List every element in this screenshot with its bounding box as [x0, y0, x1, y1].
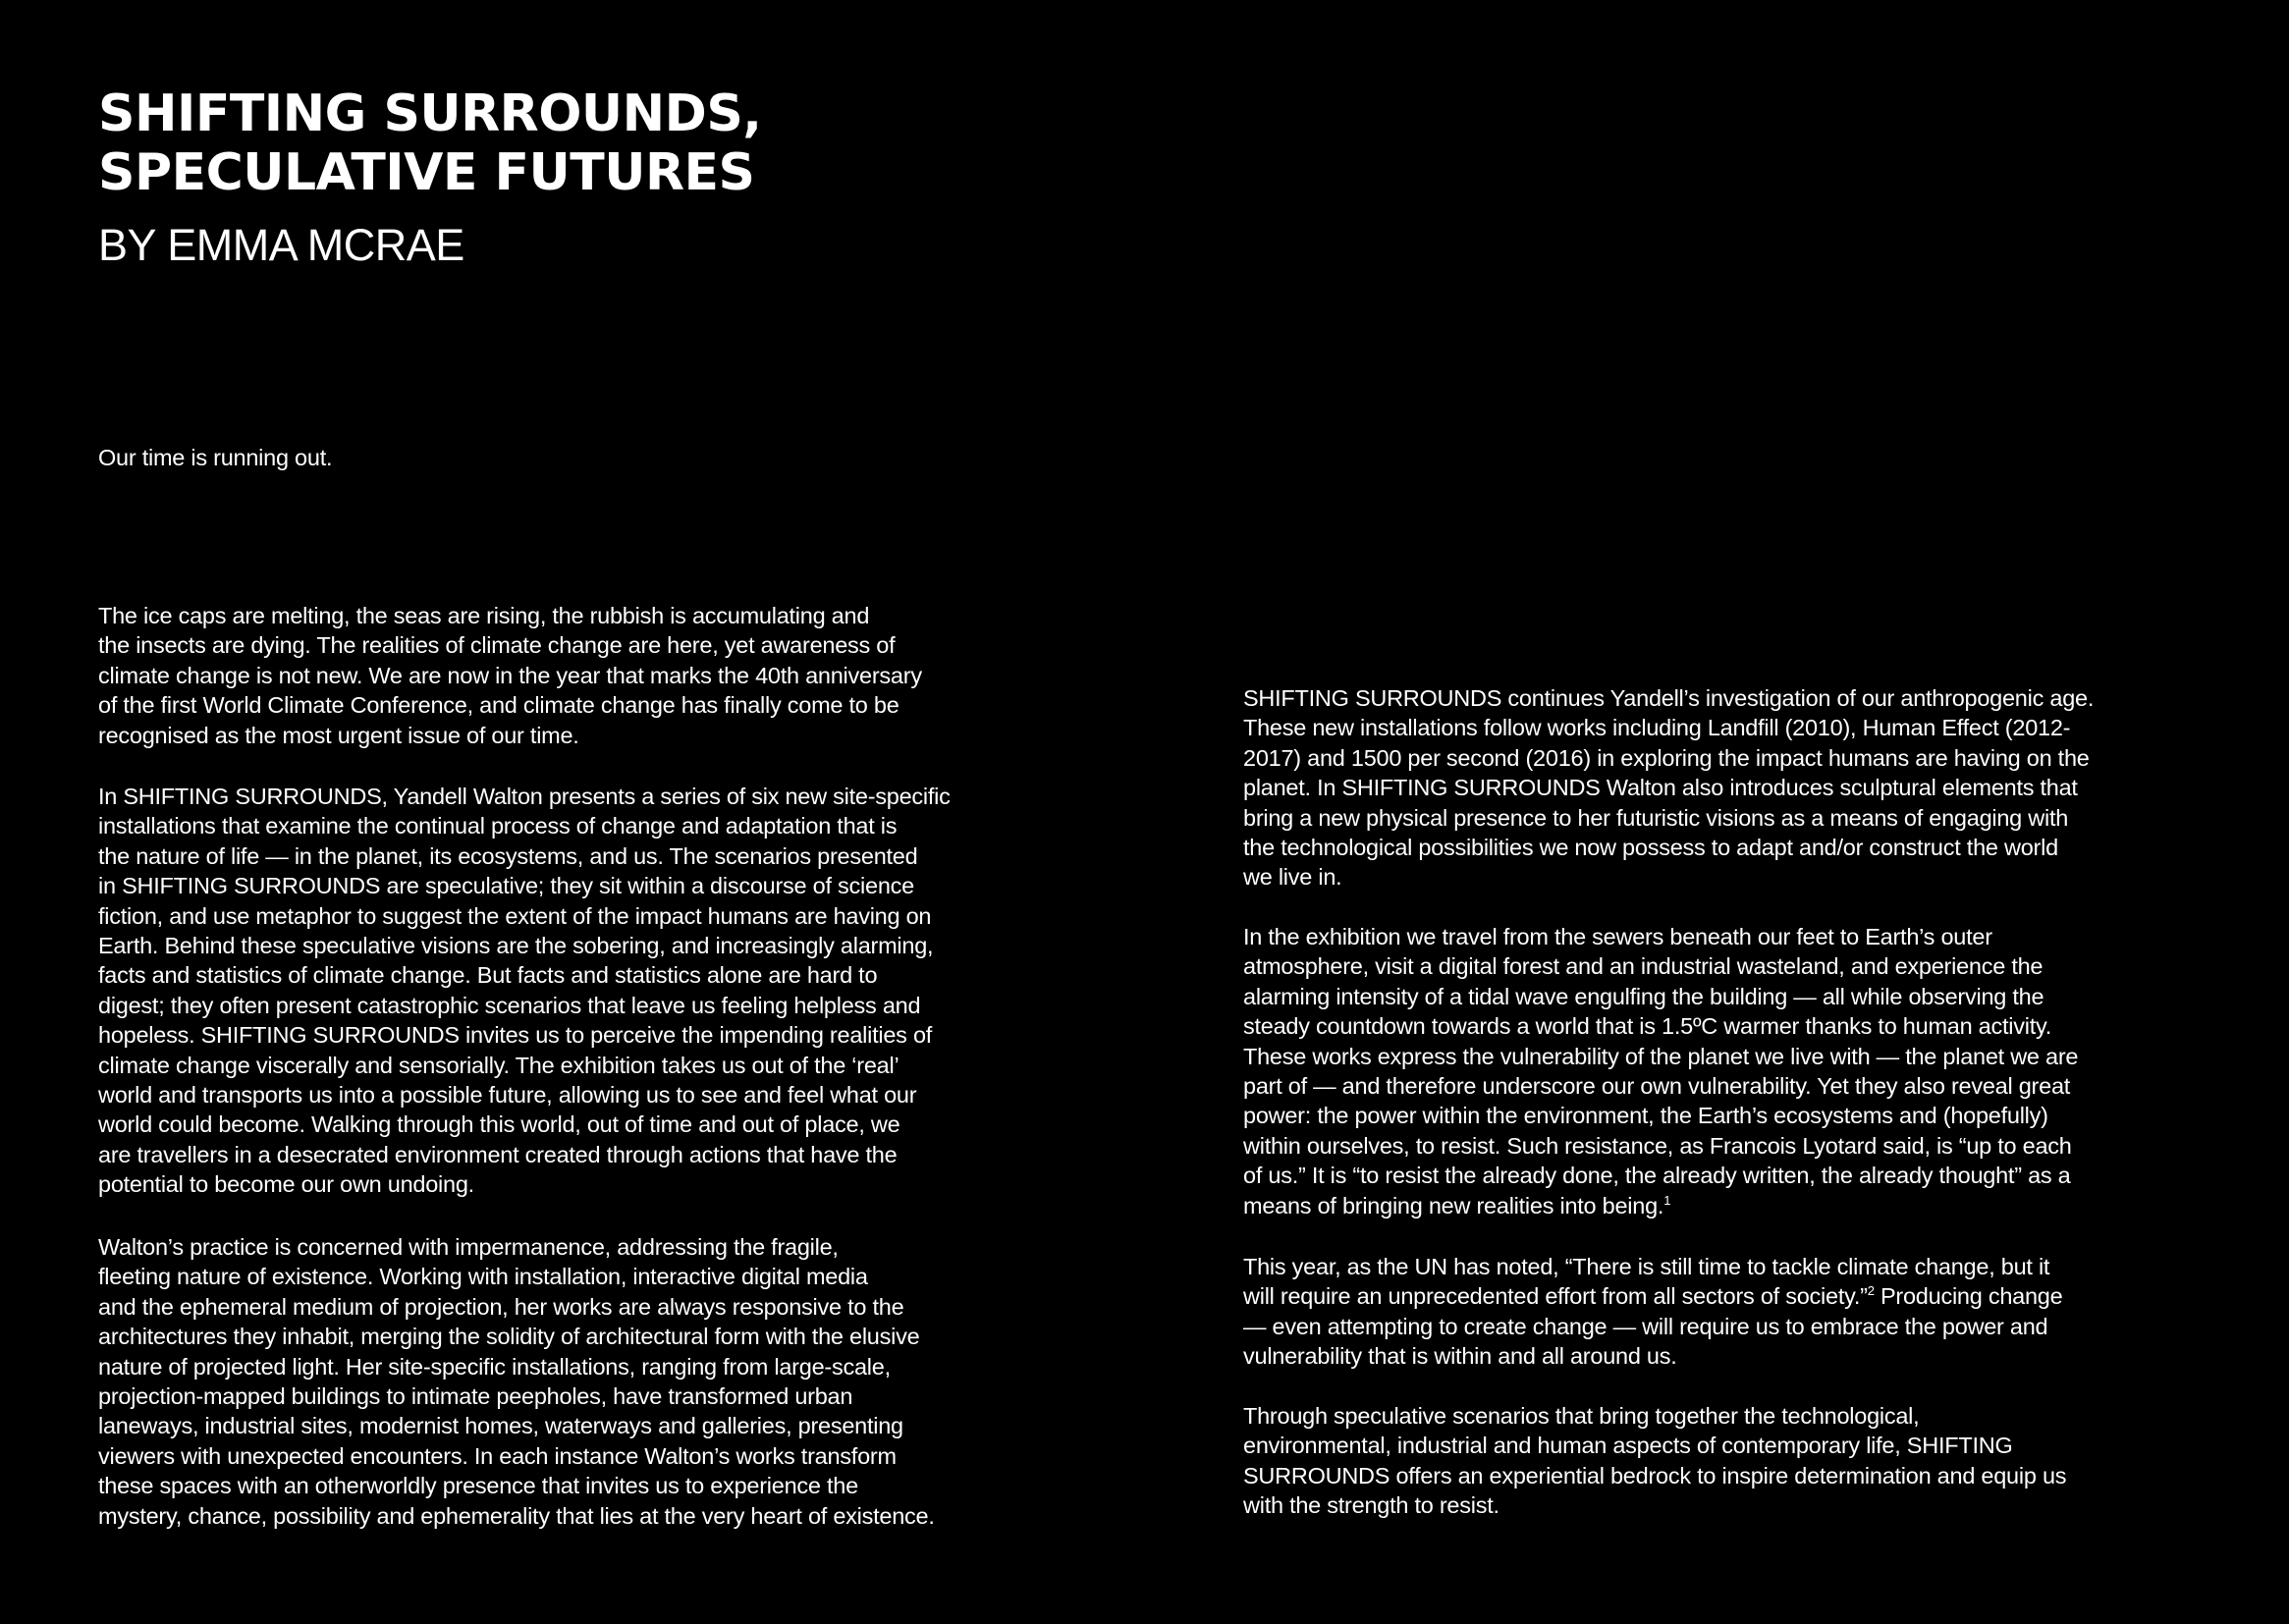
text-line: steady countdown towards a world that is 1.5ºC warmer thanks to human activity. — [1243, 1013, 2052, 1040]
text-line: These new installations follow works including Landfill (2010), Human Effect (2012- — [1243, 715, 2071, 741]
text-line: SURROUNDS offers an experiential bedrock to inspire determination and equip us — [1243, 1462, 2067, 1489]
text-line: atmosphere, visit a digital forest and an industrial wasteland, and experience the — [1243, 953, 2044, 980]
text-line: part of — and therefore underscore our own vulnerability. Yet they also reveal great — [1243, 1073, 2071, 1100]
text-line: of us.” It is “to resist the already done, the already written, the already thought” as a — [1243, 1163, 2071, 1189]
text-line: bring a new physical presence to her futuristic visions as a means of engaging with — [1243, 804, 2069, 831]
text-line: environmental, industrial and human aspects of contemporary life, SHIFTING — [1243, 1433, 2013, 1459]
text-line: vulnerability that is within and all around us. — [1243, 1343, 1677, 1370]
text-line: SHIFTING SURROUNDS continues Yandell’s investigation of our anthropogenic age. — [1243, 685, 2095, 711]
text-line: viewers with unexpected encounters. In each instance Walton’s works transform — [98, 1442, 897, 1469]
text-line: planet. In SHIFTING SURROUNDS Walton also introduces sculptural elements that — [1243, 775, 2078, 801]
text-line: are travellers in a desecrated environment created through actions that have the — [98, 1141, 898, 1167]
text-line: mystery, chance, possibility and ephemerality that lies at the very heart of existence. — [98, 1502, 935, 1529]
text-line: world and transports us into a possible future, allowing us to see and feel what our — [98, 1082, 917, 1109]
text-line: facts and statistics of climate change. But facts and statistics alone are hard to — [98, 962, 878, 989]
right-paragraph-3 — [1243, 1252, 2062, 1372]
right-paragraph-1 — [1243, 683, 2094, 893]
text-line: with the strength to resist. — [1243, 1492, 1499, 1519]
page-title — [98, 84, 762, 202]
text-line: — even attempting to create change — will require us to embrace the power and — [1243, 1313, 2048, 1339]
text-line: nature of projected light. Her site-specific installations, ranging from large-scale, — [98, 1353, 891, 1380]
right-paragraph-2-last-line — [1243, 1191, 2078, 1220]
right-paragraph-2-body — [1243, 922, 2078, 1191]
text-line: alarming intensity of a tidal wave engulfing the building — all while observing the — [1243, 983, 2044, 1009]
text-line: in SHIFTING SURROUNDS are speculative; they sit within a discourse of science — [98, 873, 914, 899]
left-paragraph-2 — [98, 782, 951, 1200]
text-line: of the first World Climate Conference, and climate change has finally come to be — [98, 692, 899, 719]
line-text: means of bringing new realities into being. — [1243, 1192, 1664, 1218]
byline: BY EMMA MCRAE — [98, 220, 464, 270]
text-line: climate change is not new. We are now in the year that marks the 40th anniversary — [98, 662, 922, 688]
text-line: potential to become our own undoing. — [98, 1171, 474, 1198]
text-line: Walton’s practice is concerned with impermanence, addressing the fragile, — [98, 1234, 839, 1260]
text-line: world could become. Walking through this world, out of time and out of place, we — [98, 1111, 900, 1138]
intro-paragraph: Our time is running out. — [98, 445, 333, 470]
right-paragraph-3-line-2 — [1243, 1281, 2062, 1311]
text-line: The ice caps are melting, the seas are rising, the rubbish is accumulating and — [98, 603, 870, 628]
text-line: within ourselves, to resist. Such resistance, as Francois Lyotard said, is “up to each — [1243, 1132, 2072, 1159]
text-line: In the exhibition we travel from the sewers beneath our feet to Earth’s outer — [1243, 924, 1992, 949]
left-paragraph-1 — [98, 601, 922, 750]
text-line: these spaces with an otherworldly presence that invites us to experience the — [98, 1473, 858, 1499]
line-text: will require an unprecedented effort from all sectors of society.” — [1243, 1283, 1868, 1310]
footnote-ref-1: 1 — [1663, 1192, 1671, 1208]
text-line: Through speculative scenarios that bring together the technological, — [1243, 1403, 1920, 1429]
text-line: laneways, industrial sites, modernist homes, waterways and galleries, presenting — [98, 1413, 903, 1439]
right-paragraph-4 — [1243, 1401, 2066, 1521]
line-text: Producing change — [1874, 1283, 2063, 1310]
text-line: fiction, and use metaphor to suggest the extent of the impact humans are having on — [98, 902, 932, 929]
title-line-1: SHIFTING SURROUNDS, — [98, 84, 762, 143]
title-line-2: SPECULATIVE FUTURES — [98, 143, 755, 202]
text-line: projection-mapped buildings to intimate peepholes, have transformed urban — [98, 1383, 853, 1410]
text-line: hopeless. SHIFTING SURROUNDS invites us to perceive the impending realities of — [98, 1022, 933, 1049]
footnote-ref-2: 2 — [1867, 1283, 1875, 1299]
text-line: and the ephemeral medium of projection, her works are always responsive to the — [98, 1293, 904, 1320]
text-line: the nature of life — in the planet, its ecosystems, and us. The scenarios presented — [98, 842, 918, 869]
text-line: Earth. Behind these speculative visions are the sobering, and increasingly alarming, — [98, 933, 934, 959]
text-line: the technological possibilities we now possess to adapt and/or construct the world — [1243, 835, 2058, 861]
text-line: we live in. — [1243, 864, 1342, 891]
text-line: These works express the vulnerability of the planet we live with — the planet we are — [1243, 1043, 2079, 1069]
right-paragraph-2 — [1243, 922, 2078, 1220]
text-line: In SHIFTING SURROUNDS, Yandell Walton presents a series of six new site-specific — [98, 784, 951, 809]
text-line: digest; they often present catastrophic scenarios that leave us feeling helpless and — [98, 992, 921, 1018]
left-paragraph-3 — [98, 1232, 935, 1531]
right-paragraph-3-line-1: This year, as the UN has noted, “There is still time to tackle climate change, but it — [1243, 1254, 2050, 1279]
text-line: fleeting nature of existence. Working with installation, interactive digital media — [98, 1264, 868, 1290]
text-line: architectures they inhabit, merging the solidity of architectural form with the elusive — [98, 1324, 920, 1350]
text-line: climate change viscerally and sensorially. The exhibition takes us out of the ‘real’ — [98, 1052, 899, 1078]
text-line: 2017) and 1500 per second (2016) in exploring the impact humans are having on the — [1243, 744, 2090, 771]
text-line: power: the power within the environment, the Earth’s ecosystems and (hopefully) — [1243, 1103, 2048, 1129]
text-line: the insects are dying. The realities of climate change are here, yet awareness of — [98, 632, 896, 659]
right-paragraph-3-rest — [1243, 1312, 2062, 1372]
text-line: recognised as the most urgent issue of our time. — [98, 722, 579, 748]
text-line: installations that examine the continual process of change and adaptation that is — [98, 813, 898, 839]
